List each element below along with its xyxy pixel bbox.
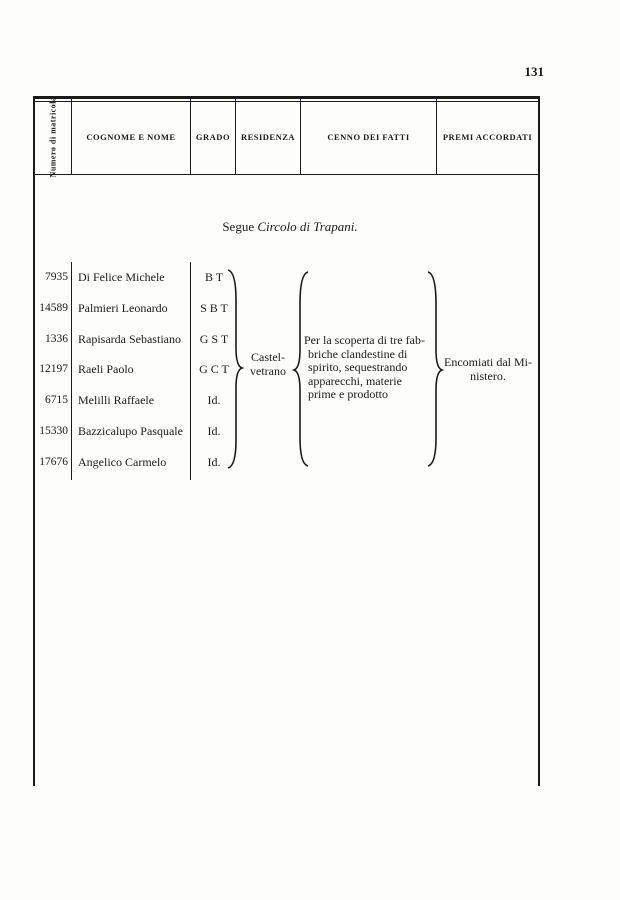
header-number-label: Numero di matricola xyxy=(48,96,57,177)
row-name: Rapisarda Sebastiano xyxy=(78,332,181,346)
brace-deeds-right xyxy=(428,272,442,466)
row-grado: Id. xyxy=(207,455,221,469)
awards-line: Encomiati dal Mi- xyxy=(444,355,532,369)
row-name: Bazzicalupo Pasquale xyxy=(78,424,183,438)
residence-line: Castel- xyxy=(251,350,285,364)
row-grado: Id. xyxy=(207,393,221,407)
section-prefix: Segue xyxy=(222,219,255,234)
brace-residence xyxy=(228,270,242,468)
row-grado: Id. xyxy=(207,424,221,438)
row-name: Di Felice Michele xyxy=(78,270,165,284)
residence-line: vetrano xyxy=(250,364,286,378)
deeds-line: spirito, sequestrando xyxy=(308,360,408,374)
section-name: Circolo di Trapani. xyxy=(257,219,358,234)
row-number: 6715 xyxy=(45,394,68,406)
deeds-line: Per la scoperta di tre fab- xyxy=(304,333,425,347)
header-name: COGNOME E NOME xyxy=(86,131,176,142)
row-name: Raeli Paolo xyxy=(78,362,134,376)
awards-line: nistero. xyxy=(470,369,506,383)
row-number: 1336 xyxy=(45,333,68,345)
header-awards: PREMI ACCORDATI xyxy=(442,131,533,142)
deeds-line: prime e prodotto xyxy=(308,387,388,401)
deeds-line: briche clandestine di xyxy=(308,346,408,361)
page-number: 131 xyxy=(524,64,544,79)
row-grado: S B T xyxy=(200,301,228,315)
row-number: 17676 xyxy=(39,456,68,468)
header-grado: GRADO xyxy=(195,131,231,142)
row-grado: B T xyxy=(204,270,224,284)
header-residence: RESIDENZA xyxy=(240,131,296,142)
brace-deeds-left xyxy=(294,272,308,466)
header-deeds: CENNO DEI FATTI xyxy=(327,131,410,142)
row-name: Angelico Carmelo xyxy=(78,455,167,469)
row-name: Palmieri Leonardo xyxy=(78,301,168,315)
row-number: 7935 xyxy=(45,271,68,283)
row-number: 14589 xyxy=(39,302,68,314)
row-number: 15330 xyxy=(39,425,68,437)
row-number: 12197 xyxy=(39,363,68,375)
row-grado: G C T xyxy=(199,362,229,376)
row-grado: G S T xyxy=(199,332,229,346)
deeds-line: apparecchi, materie xyxy=(308,373,402,388)
row-name: Melilli Raffaele xyxy=(78,393,155,407)
